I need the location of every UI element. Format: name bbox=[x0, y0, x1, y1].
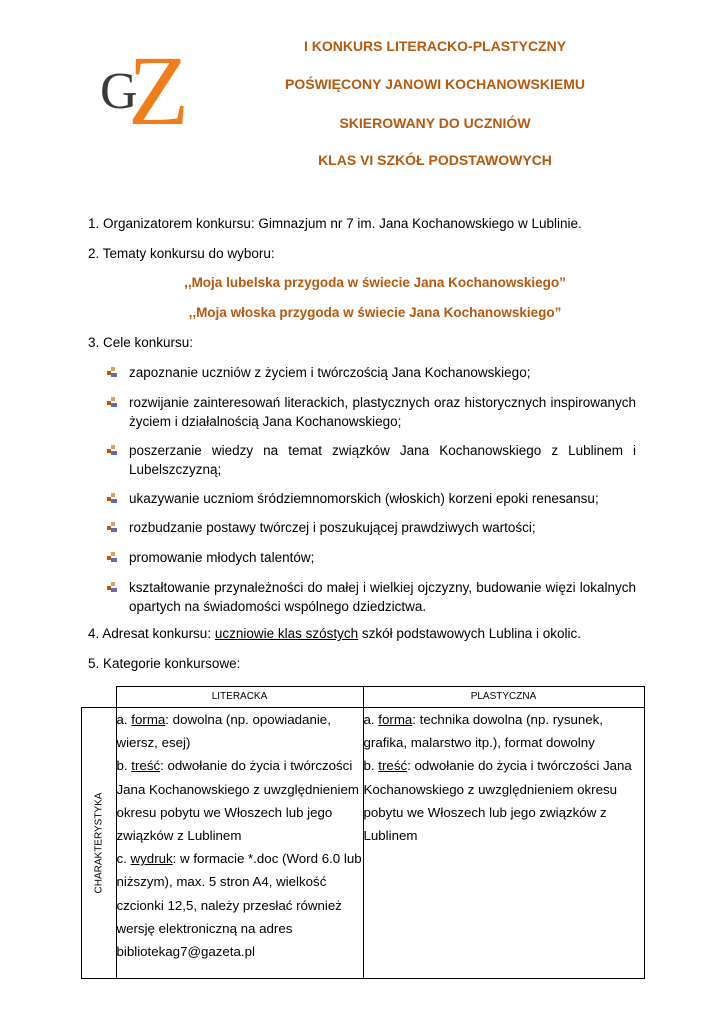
bullet-icon bbox=[106, 521, 118, 533]
literacka-tresc-key: treść bbox=[131, 758, 161, 774]
bullet-icon bbox=[106, 366, 118, 378]
goal-text: promowanie młodych talentów; bbox=[129, 550, 315, 565]
literacka-cell bbox=[116, 708, 363, 979]
literacka-wydruk-prefix: c. bbox=[116, 851, 131, 867]
row-label-cell bbox=[82, 708, 117, 979]
list-item bbox=[106, 441, 636, 479]
literacka-tresc-prefix: b. bbox=[116, 758, 132, 774]
item-audience bbox=[88, 626, 581, 641]
header-line-1: I KONKURS LITERACKO-PLASTYCZNY bbox=[303, 38, 567, 54]
bullet-icon bbox=[106, 396, 118, 408]
literacka-tresc-text: : odwołanie do życia i twórczości Jana Kochanowskiego z uwzględnieniem okresu pobytu we Włoszech lub jego związków z Lublinem bbox=[116, 758, 359, 844]
plastyczna-forma-key: forma bbox=[378, 712, 413, 727]
categories-table bbox=[81, 686, 645, 979]
table-corner bbox=[82, 687, 117, 708]
header-plastyczna: PLASTYCZNA bbox=[363, 687, 644, 708]
plastyczna-tresc bbox=[364, 754, 644, 847]
item-goals: 3. Cele konkursu: bbox=[88, 335, 194, 350]
plastyczna-forma bbox=[364, 708, 644, 754]
literacka-wydruk-key: wydruk bbox=[130, 851, 173, 867]
list-item bbox=[106, 578, 636, 616]
goal-text: kształtowanie przynależności do małej i wielkiej ojczyzny, budowanie więzi lokalnych opartych na świadomości wspólnego dziedzictwa. bbox=[129, 580, 636, 614]
goal-text: rozwijanie zainteresowań literackich, plastycznych oraz historycznych inspirowanych życiem i działalnością Jana Kochanowskiego; bbox=[129, 395, 636, 429]
literacka-tresc bbox=[117, 754, 363, 847]
plastyczna-tresc-text: : odwołanie do życia i twórczości Jana Kochanowskiego z uwzględnieniem okresu pobytu we Włoszech lub jego związków z Lublinem bbox=[363, 758, 632, 844]
literacka-forma bbox=[117, 708, 363, 754]
item-organizer: 1. Organizatorem konkursu: Gimnazjum nr 7 im. Jana Kochanowskiego w Lublinie. bbox=[88, 216, 582, 231]
goal-text: poszerzanie wiedzy na temat związków Jana Kochanowskiego z Lublinem i Lubelszczyzną; bbox=[129, 443, 636, 477]
audience-prefix: 4. Adresat konkursu: bbox=[88, 626, 215, 641]
audience-suffix: szkół podstawowych Lublina i okolic. bbox=[358, 626, 582, 641]
literacka-forma-prefix: a. bbox=[116, 712, 132, 727]
goal-text: ukazywanie uczniom śródziemnomorskich (włoskich) korzeni epoki renesansu; bbox=[129, 491, 599, 506]
list-item bbox=[106, 548, 636, 567]
list-item bbox=[106, 393, 636, 431]
logo-letter-z: Z bbox=[128, 40, 190, 130]
header-line-2: POŚWIĘCONY JANOWI KOCHANOWSKIEMU bbox=[285, 76, 585, 92]
topic-lubelska: ,,Moja lubelska przygoda w świecie Jana Kochanowskiego” bbox=[184, 275, 566, 290]
item-topics: 2. Tematy konkursu do wyboru: bbox=[88, 246, 275, 261]
topic-wloska: ,,Moja włoska przygoda w świecie Jana Kochanowskiego” bbox=[188, 305, 562, 320]
bullet-icon bbox=[106, 492, 118, 504]
goal-text: rozbudzanie postawy twórczej i poszukującej prawdziwych wartości; bbox=[129, 520, 536, 535]
header-line-4: KLAS VI SZKÓŁ PODSTAWOWYCH bbox=[318, 152, 552, 168]
list-item bbox=[106, 363, 636, 382]
list-item bbox=[106, 489, 636, 508]
literacka-forma-key: forma bbox=[131, 712, 166, 727]
logo-letter-g: G bbox=[100, 63, 138, 120]
literacka-wydruk-text: : w formacie *.doc (Word 6.0 lub niższym), max. 5 stron A4, wielkość czcionki 12,5, należy przesłać również wersję elektroniczną na adres bibliotekag7@gazeta.pl bbox=[116, 851, 362, 960]
school-logo bbox=[98, 40, 190, 130]
plastyczna-tresc-prefix: b. bbox=[363, 758, 379, 774]
header-line-3: SKIEROWANY DO UCZNIÓW bbox=[339, 115, 531, 131]
bullet-icon bbox=[106, 444, 118, 456]
literacka-forma-text: : dowolna (np. opowiadanie, wiersz, esej) bbox=[116, 712, 331, 751]
row-label: CHARAKTERYSTYKA bbox=[93, 792, 105, 894]
header-literacka: LITERACKA bbox=[116, 687, 363, 708]
bullet-icon bbox=[106, 581, 118, 593]
plastyczna-forma-prefix: a. bbox=[363, 712, 379, 727]
plastyczna-forma-text: : technika dowolna (np. rysunek, grafika, malarstwo itp.), format dowolny bbox=[363, 712, 603, 751]
bullet-icon bbox=[106, 551, 118, 563]
plastyczna-tresc-key: treść bbox=[378, 758, 408, 774]
plastyczna-cell bbox=[363, 708, 644, 979]
list-item bbox=[106, 518, 636, 537]
item-categories: 5. Kategorie konkursowe: bbox=[88, 656, 241, 671]
literacka-wydruk bbox=[117, 847, 363, 963]
goal-text: zapoznanie uczniów z życiem i twórczością Jana Kochanowskiego; bbox=[129, 365, 531, 380]
audience-highlight: uczniowie klas szóstych bbox=[214, 626, 359, 641]
